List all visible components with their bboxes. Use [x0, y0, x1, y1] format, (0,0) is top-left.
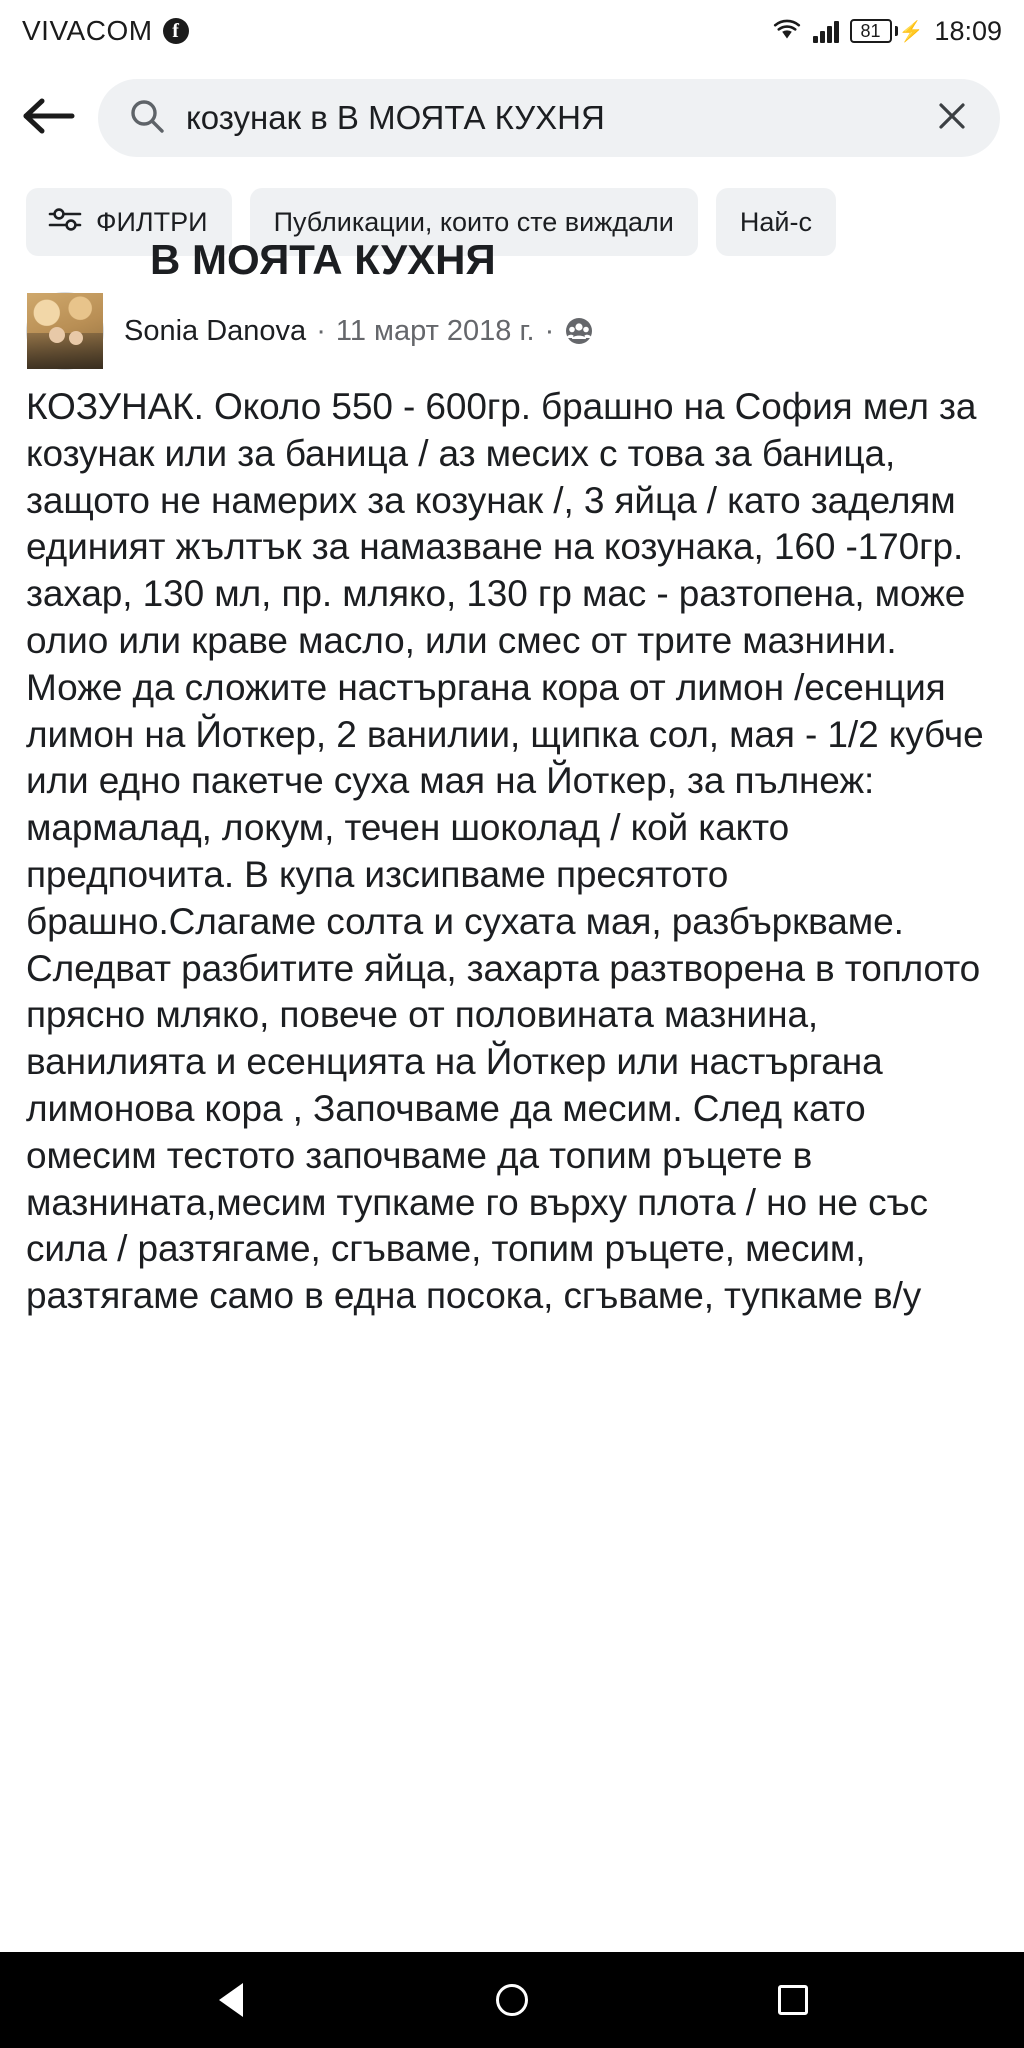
post-container [0, 236, 1024, 1952]
post-text[interactable]: КОЗУНАК. Около 550 - 600гр. брашно на София мел за козунак или за баница / аз месих с това за баница, защото не намерих за козунак /, 3 яйца / като заделям единият жълтък за намазване на козунака, 160 -170гр. захар, 130 мл, пр. мляко, 130 гр мас - разтопена, може олио или краве масло, или смес от трите мазнини. Може да сложите настъргана кора от лимон /есенция лимон на Йоткер, 2 ванилии, щипка сол, мая - 1/2 кубче или едно пакетче суха мая на Йоткер, за пълнеж: мармалад, локум, течен шоколад / кой както предпочита. В купа изсипваме пресятото брашно.Слагаме солта и сухата мая, разбъркваме. Следват разбитите яйца, захарта разтворена в топлото прясно мляко, повече от половината мазнина, ванилията и есенцията на Йоткер или настъргана лимонова кора , Започваме да месим. След като омесим тестото започваме да топим ръцете в мазнината,месим тупкаме го върху плота / но не със сила / разтягаме, сгъваме, топим ръцете, месим, разтягаме само в една посока, сгъваме, тупкаме в/у [26, 386, 984, 1317]
nav-back-button[interactable] [196, 1965, 266, 2035]
close-icon [934, 98, 970, 139]
group-audience-icon[interactable] [564, 316, 594, 346]
status-bar-right [772, 16, 1002, 47]
status-bar [0, 0, 1024, 62]
search-query-text: козунак в В МОЯТА КУХНЯ [186, 99, 605, 136]
sliders-icon [48, 205, 82, 240]
post-author-name[interactable]: Sonia Danova [124, 314, 307, 347]
chip-filters-label: ФИЛТРИ [96, 206, 208, 237]
nav-recents-button[interactable] [758, 1965, 828, 2035]
lightning-bolt-icon: ⚡ [898, 20, 924, 43]
facebook-icon: f [163, 18, 189, 44]
wifi-icon [772, 17, 802, 46]
nav-home-button[interactable] [477, 1965, 547, 2035]
group-name-clipped [0, 236, 1024, 296]
cellular-signal-icon [813, 19, 839, 43]
clear-search-button[interactable] [930, 96, 974, 140]
search-bar [0, 62, 1024, 174]
post-meta [124, 315, 594, 348]
chip-most-recent-label: Най-с [739, 206, 812, 237]
battery-indicator [850, 19, 924, 44]
clock-label: 18:09 [934, 15, 1002, 46]
nav-home-icon [496, 1984, 528, 2016]
status-bar-left [22, 15, 189, 47]
nav-back-icon [219, 1983, 243, 2017]
meta-separator-1: · [316, 314, 326, 347]
arrow-left-icon [22, 94, 78, 143]
group-name-label[interactable]: В МОЯТА КУХНЯ [150, 236, 496, 283]
meta-separator-2: · [544, 314, 555, 347]
android-navigation-bar [0, 1952, 1024, 2048]
nav-recents-icon [778, 1985, 808, 2015]
chip-posts-you-have-seen-label: Публикации, които сте виждали [273, 206, 674, 237]
chip-most-recent[interactable] [716, 188, 836, 256]
search-input[interactable] [98, 79, 1000, 157]
carrier-label: VIVACOM [22, 15, 153, 46]
back-button[interactable] [18, 86, 82, 150]
avatar[interactable] [26, 292, 104, 370]
post-date[interactable]: 11 март 2018 г. [335, 314, 535, 347]
search-icon [128, 97, 166, 140]
battery-level-label: 81 [860, 21, 881, 41]
